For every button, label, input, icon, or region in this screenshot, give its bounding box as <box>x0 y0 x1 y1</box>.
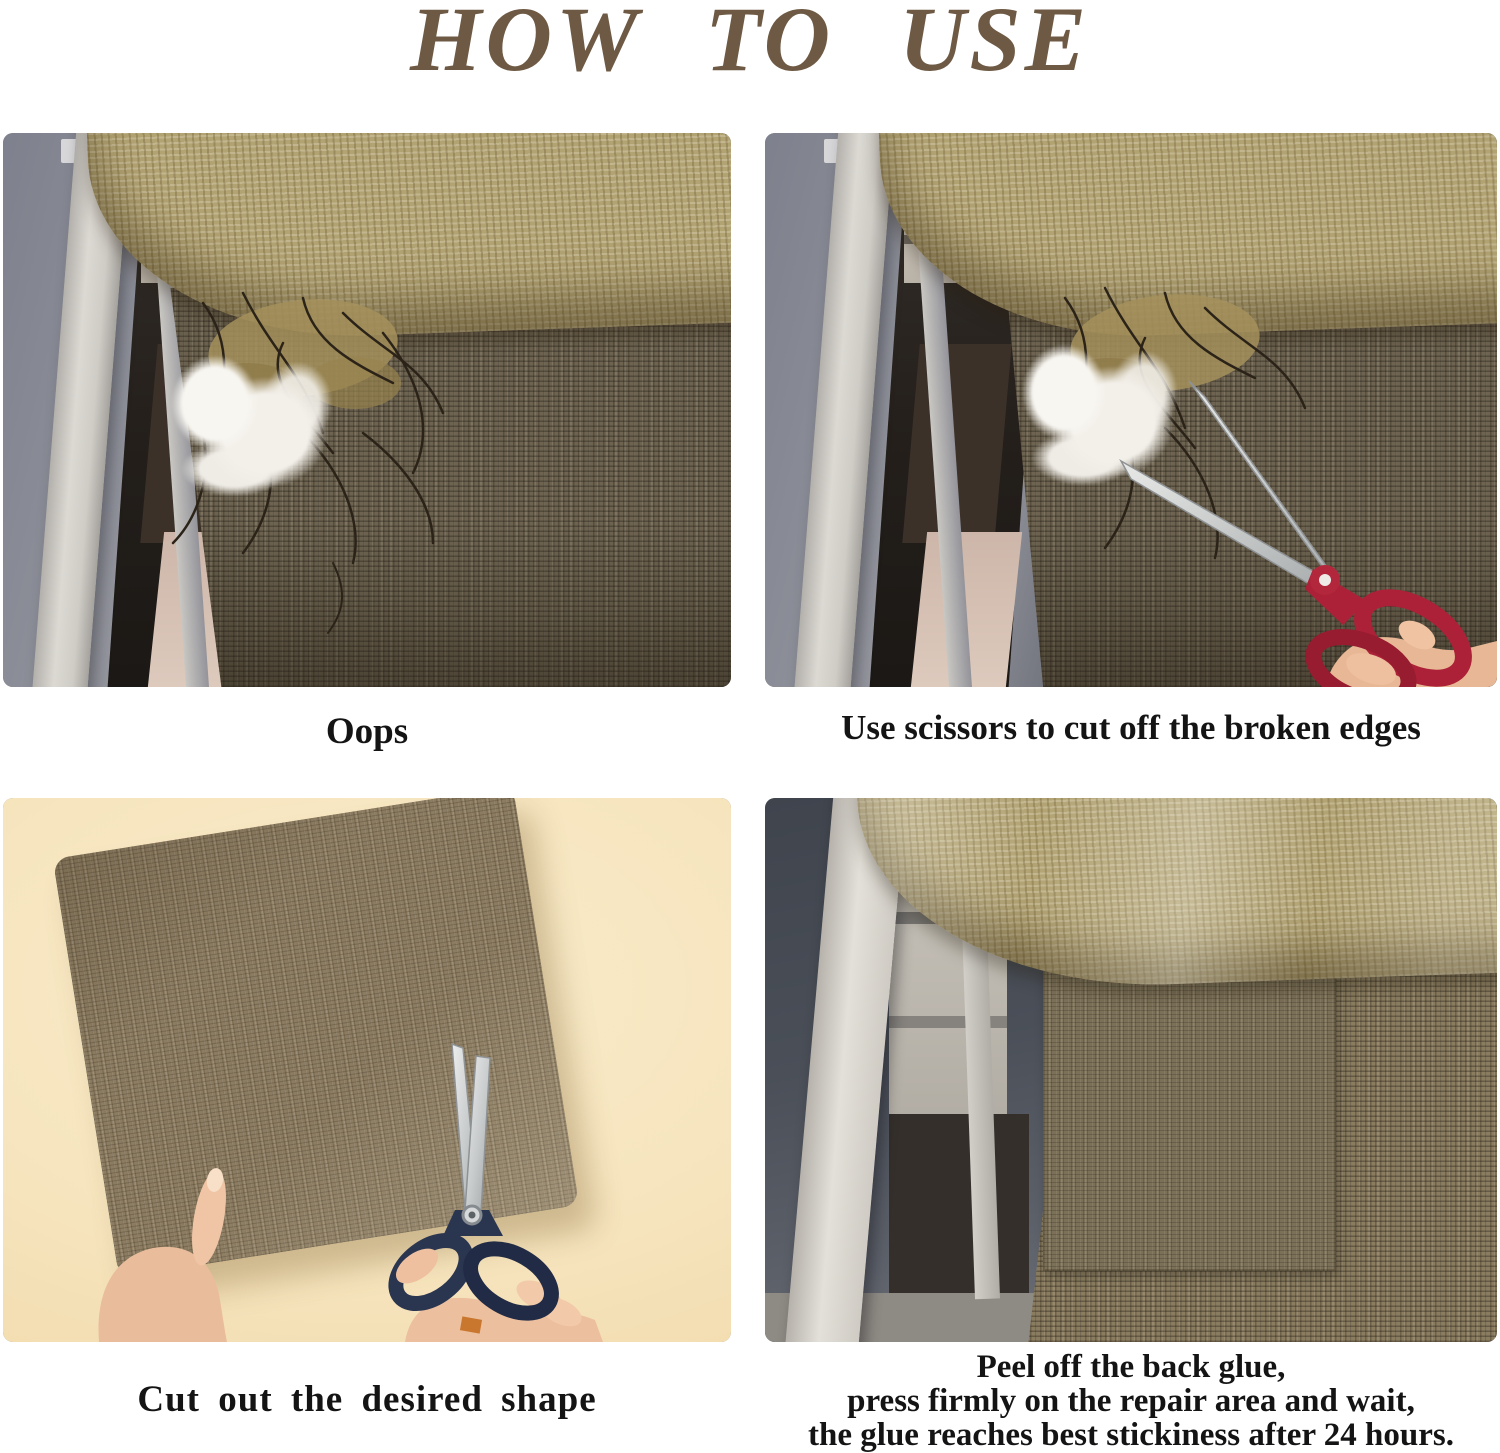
photo-patch-applied <box>765 798 1497 1342</box>
photo-cutting-frayed-edges <box>765 133 1497 687</box>
dark-curtain <box>889 1114 1028 1294</box>
page-title: HOW TO USE <box>409 0 1091 90</box>
caption-step4-line3: the glue reaches best stickiness after 24 hours. <box>808 1417 1454 1453</box>
scissor-blades <box>452 1044 490 1216</box>
hands-and-scissors <box>3 798 731 1342</box>
red-scissors-icon <box>765 133 1497 687</box>
applied-patch <box>1043 934 1336 1271</box>
caption-step3: Cut out the desired shape <box>137 1379 597 1420</box>
photo-damaged-couch <box>3 133 731 687</box>
caption-step4-line2: press firmly on the repair area and wait, <box>847 1383 1415 1419</box>
scissor-blades <box>1121 381 1337 591</box>
caption-step4 <box>765 1350 1497 1452</box>
caption-step4-line1: Peel off the back glue, <box>976 1349 1286 1385</box>
stuffing-fluff <box>156 338 353 510</box>
photo-cutting-patch <box>3 798 731 1342</box>
caption-step2: Use scissors to cut off the broken edges <box>841 708 1421 747</box>
frayed-threads <box>3 133 731 687</box>
caption-step1: Oops <box>325 711 409 752</box>
left-hand <box>98 1167 232 1342</box>
